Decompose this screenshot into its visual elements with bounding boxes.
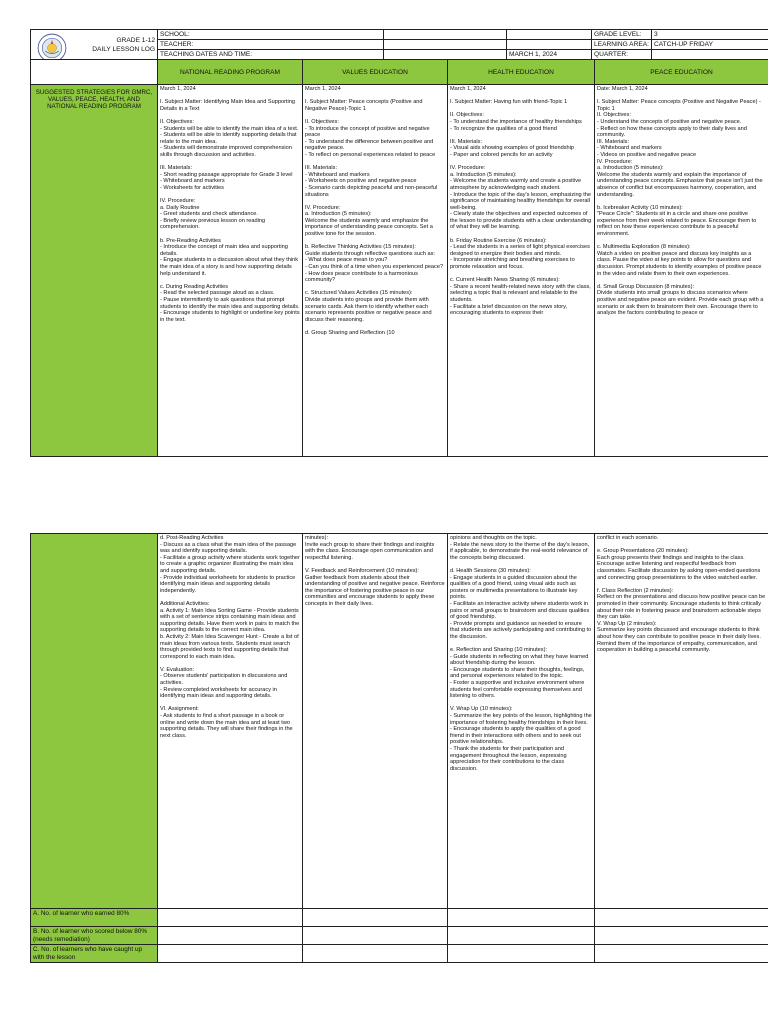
corner-cell [31,60,158,85]
lesson-log-page-2 [30,533,768,963]
health-plan-part-1: March 1, 2024 I. Subject Matter: Having fun with friend-Topic 1 II. Objectives: - To understand the importance of healthy friendships - To recognize the qualities of a good friend III. Materials: - Visual aids showing examples of good friendship - Paper and colored pencils for an activity IV. Procedure: a. Introduction (5 minutes): - Welcome the students warmly and create a positive atmosphere by acknowledging each student. - Introduce the topic of the day's lesson, emphasizing the significance of maintaining healthy friendships for overall well-being. - Clearly state the objectives and expected outcomes of the lesson to provide students with a clear understanding of what they will be learning. b. Friday Routine Exercise (6 minutes): - Lead the students in a series of light physical exercises designed to energize their bodies and minds. - Incorporate stretching and breathing exercises to promote relaxation and focus. c. Current Health News Sharing (6 minutes): - Share a recent health-related news story with the class, selecting a topic that is relevant and relatable to the students. - Facilitate a brief discussion on the news story, encouraging students to express their [448,85,595,457]
summary-cell[interactable] [158,927,303,945]
log-title: DAILY LESSON LOG [92,46,155,53]
summary-cell[interactable] [303,945,448,963]
summary-cell[interactable] [595,927,768,945]
school-extra [507,30,592,40]
school-value[interactable] [384,30,507,40]
grade-level-label: GRADE LEVEL: [592,30,652,40]
summary-cell[interactable] [158,909,303,927]
deped-seal-icon [37,33,67,60]
summary-label-caught-up: C. No. of learners who have caught up with the lesson [31,945,158,963]
column-header-values: VALUES EDUCATION [303,60,448,85]
reading-plan-part-1: March 1, 2024 I. Subject Matter: Identifying Main Idea and Supporting Details in a Text II. Objectives: - Students will be able to identify the main idea of a text. - Students will be able to identify supporting details that relate to the main idea. - Students will demonstrate improved comprehension skills through discussion and activities. III. Materials: - Short reading passage appropriate for Grade 3 level - Whiteboard and markers - Worksheets for activities IV. Procedure: a. Daily Routine - Greet students and check attendance. - Briefly review previous lesson on reading comprehension. b. Pre-Reading Activities - Introduce the concept of main idea and supporting details. - Engage students in a discussion about what they think the main idea of a story is and how supporting details help understand it. c. During Reading Activities - Read the selected passage aloud as a class. - Pause intermittently to ask questions that prompt students to identify the main idea and supporting details. - Encourage students to highlight or underline key points in the text. [158,85,303,457]
quarter-value[interactable] [652,50,768,60]
column-header-peace: PEACE EDUCATION [595,60,768,85]
column-header-reading: NATIONAL READING PROGRAM [158,60,303,85]
values-plan-part-1: March 1, 2024 I. Subject Matter: Peace concepts (Positive and Negative Peace)-Topic 1 II. Objectives: - To introduce the concept of positive and negative peace - To understand the difference between positive and negative peace. - To reflect on personal experiences related to peace III. Materials: - Whiteboard and markers - Worksheets on positive and negative peace - Scenario cards depicting peaceful and non-peaceful situations IV. Procedure: a. Introduction (5 minutes): Welcome the students warmly and emphasize the importance of understanding peace concepts. Set a positive tone for the session. b. Reflective Thinking Activities (15 minutes): Guide students through reflective questions such as: - What does peace mean to you? - Can you think of a time when you experienced peace? - How does peace contribute to a harmonious community? c. Structured Values Activities (15 minutes): Divide students into groups and provide them with scenario cards. Ask them to identify whether each scenario represents positive or negative peace and discuss their reasoning. d. Group Sharing and Reflection (10 [303,85,448,457]
summary-label-earned-80: A. No. of learner who earned 80% [31,909,158,927]
peace-plan-part-1: Date: March 1, 2024 I. Subject Matter: Peace concepts (Positive and Negative Peace) - Topic 1 II. Objectives: - Understand the concepts of positive and negative peace. - Reflect on how these concepts apply to their daily lives and community. III. Materials: - Whiteboard and markers - Videos on positive and negative peace IV. Procedure: a. Introduction (5 minutes): Welcome the students warmly and explain the importance of understanding peace concepts. Emphasize that peace isn't just the absence of conflict but encompasses harmony, cooperation, and understanding. b. Icebreaker Activity (10 minutes): "Peace Circle": Students sit in a circle and share one positive experience from their week related to peace. Encourage them to reflect on how these experiences contribute to a peaceful environment. c. Multimedia Exploration (8 minutes): Watch a video on positive peace and discuss key insights as a class. Pause the video at key points to allow for questions and discussion. Prompt students to identify examples of positive peace in the video and relate them to their own experiences. d. Small Group Discussion (8 minutes): Divide students into small groups to discuss scenarios where positive and negative peace are evident. Provide each group with a scenario or ask them to brainstorm their own. Encourage them to analyze the factors contributing to peace or [595,85,768,457]
header-table [30,29,768,60]
values-plan-part-2: minutes): Invite each group to share their findings and insights with the class. Encourage open communication and respectful listening. V. Feedback and Reinforcement (10 minutes): Gather feedback from students about their understanding of positive and negative peace. Reinforce the importance of fostering positive peace in our communities and encourage students to apply these concepts in their daily lives. [303,534,448,909]
grade-title: GRADE 1-12 [116,37,155,44]
summary-cell[interactable] [595,909,768,927]
learning-area-label: LEARNING AREA: [592,40,652,50]
reading-plan-part-2: d. Post-Reading Activities - Discuss as a class what the main idea of the passage was and identify supporting details. - Facilitate a group activity where students work together to create a graphic organizer illustrating the main idea and supporting details. - Provide individual worksheets for students to practice identifying main ideas and supporting details independently. Additional Activities: a. Activity 1: Main Idea Sorting Game - Provide students with a set of sentence strips containing main ideas and supporting details. Have them work in pairs to match the supporting details to the correct main idea. b. Activity 2: Main Idea Scavenger Hunt - Create a list of main ideas from various texts. Students must search through provided texts to find supporting details that correspond to each main idea. V. Evaluation: - Observe students' participation in discussions and activities. - Review completed worksheets for accuracy in identifying main ideas and supporting details. VI. Assignment: - Ask students to find a short passage in a book or online and write down the main idea and at least two supporting details. They will share their findings in the next class. [158,534,303,909]
health-plan-part-2: opinions and thoughts on the topic. - Relate the news story to the theme of the day's lesson, if applicable, to demonstrate the real-world relevance of the concepts being discussed. d. Health Sessions (30 minutes): - Engage students in a guided discussion about the qualities of a good friend, using visual aids such as posters or multimedia presentations to illustrate key points. - Facilitate an interactive activity where students work in pairs or small groups to brainstorm and discuss qualities of good friendship. - Provide prompts and guidance as needed to ensure that students are actively participating and contributing to the discussion. e. Reflection and Sharing (10 minutes): - Guide students in reflecting on what they have learned about friendship during the lesson. - Encourage students to share their thoughts, feelings, and personal experiences related to the topic. - Foster a supportive and inclusive environment where students feel comfortable expressing themselves and listening to others. V. Wrap Up (10 minutes): - Summarize the key points of the lesson, highlighting the importance of fostering healthy friendships in their lives. - Encourage students to apply the qualities of a good friend in their interactions with others and to seek out positive relationships. - Thank the students for their participation and engagement throughout the lesson, expressing appreciation for their contributions to the class discussion. [448,534,595,909]
quarter-label: QUARTER: [592,50,652,60]
lesson-table-page-2 [30,533,768,963]
row-label-strategies: SUGGESTED STRATEGIES FOR GMRC, VALUES, PEACE, HEALTH, AND NATIONAL READING PROGRAM [31,85,158,457]
dates-label: TEACHING DATES AND TIME: [158,50,384,60]
learning-area-value[interactable]: CATCH-UP FRIDAY [652,40,768,50]
summary-cell[interactable] [448,927,595,945]
summary-cell[interactable] [448,909,595,927]
logo-cell [31,30,158,60]
summary-cell[interactable] [303,927,448,945]
summary-cell[interactable] [448,945,595,963]
summary-cell[interactable] [595,945,768,963]
summary-label-below-80: B. No. of learner who scored below 80% (needs remediation) [31,927,158,945]
row-label-continued [31,534,158,909]
date-spacer [384,50,507,60]
teacher-extra [507,40,592,50]
summary-cell[interactable] [303,909,448,927]
school-label: SCHOOL: [158,30,384,40]
teacher-label: TEACHER: [158,40,384,50]
lesson-log-page-1 [30,29,768,457]
summary-cell[interactable] [158,945,303,963]
teacher-value[interactable] [384,40,507,50]
column-header-health: HEALTH EDUCATION [448,60,595,85]
peace-plan-part-2: conflict in each scenario. e. Group Presentations (20 minutes): Each group presents their findings and insights to the class. Encourage active listening and respectful feedback from classmates. Facilitate discussion by asking open-ended questions and connecting group presentations to the video watched earlier. f. Class Reflection (2 minutes): Reflect on the presentations and discuss how positive peace can be promoted in their community. Encourage students to think critically about their role in fostering peace and brainstorm actionable steps they can take. V. Wrap Up (2 minutes): Summarize key points discussed and encourage students to think about how they can contribute to positive peace in their daily lives. Remind them of the importance of empathy, communication, and cooperation in building a peaceful community. [595,534,768,909]
grade-level-value[interactable]: 3 [652,30,768,40]
lesson-table-page-1 [30,59,768,457]
date-value[interactable]: MARCH 1, 2024 [507,50,592,60]
